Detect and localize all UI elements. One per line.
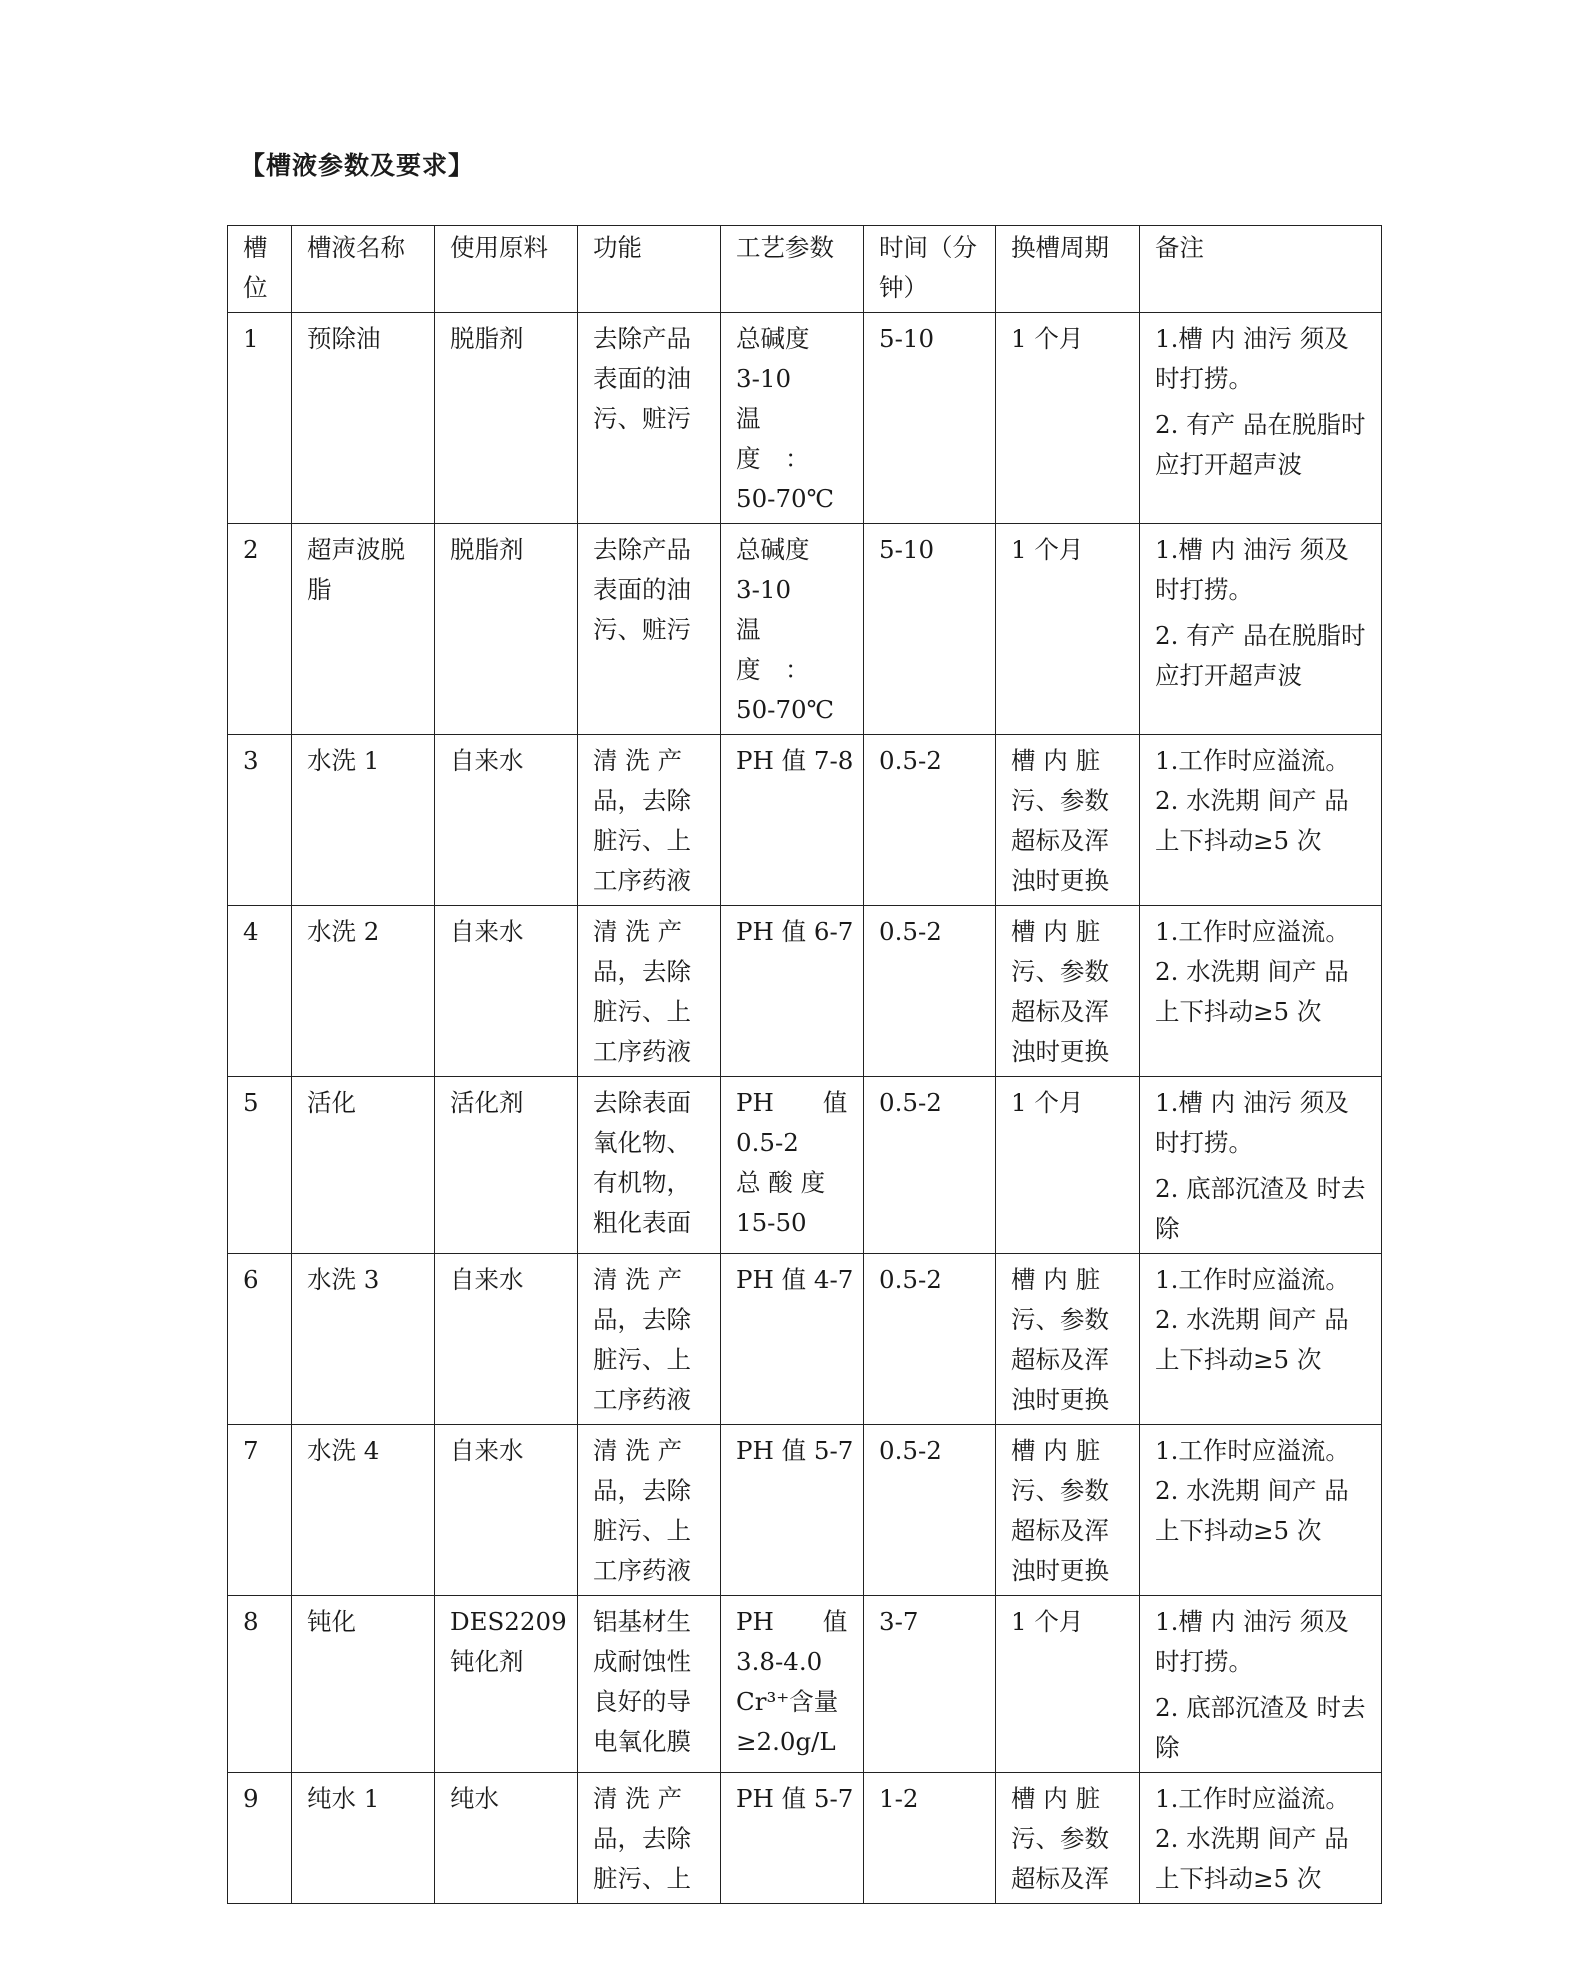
cell-bath-name: 水洗 2 (292, 906, 435, 1077)
cell-process-params (721, 313, 864, 524)
cell-change-cycle: 1 个月 (996, 1077, 1140, 1254)
param-line: PH 值 6-7 (736, 917, 854, 946)
cell-change-cycle: 槽 内 脏污、参数超标及浑 (996, 1773, 1140, 1904)
note-line: 1.槽 内 油污 须及时打捞。 (1155, 1607, 1349, 1676)
cell-slot: 4 (228, 906, 292, 1077)
cell-process-params (721, 735, 864, 906)
cell-change-cycle: 槽 内 脏污、参数超标及浑浊时更换 (996, 1254, 1140, 1425)
cell-material: 纯水 (435, 1773, 578, 1904)
note-line: 2. 底部沉渣及 时去除 (1155, 1693, 1366, 1762)
cell-function: 清 洗 产品，去除脏污、上工序药液 (578, 1254, 721, 1425)
cell-process-params (721, 1596, 864, 1773)
table-row (228, 1254, 1382, 1425)
cell-process-params (721, 1077, 864, 1254)
param-line: 15-50 (736, 1208, 807, 1237)
table-row (228, 524, 1382, 735)
note-line: 1.槽 内 油污 须及时打捞。 (1155, 1088, 1349, 1157)
cell-function: 清 洗 产品，去除脏污、上工序药液 (578, 1425, 721, 1596)
note-line: 2. 有产 品在脱脂时应打开超声波 (1155, 621, 1366, 690)
cell-slot: 8 (228, 1596, 292, 1773)
cell-bath-name: 水洗 4 (292, 1425, 435, 1596)
param-line: 温 度 ： (736, 404, 810, 473)
param-line: 总碱度 (736, 535, 810, 564)
cell-bath-name: 钝化 (292, 1596, 435, 1773)
cell-function: 去除产品表面的油污、赃污 (578, 524, 721, 735)
param-line: PH 值 (736, 1607, 848, 1636)
param-line: ≥2.0g/L (736, 1727, 836, 1756)
cell-process-params (721, 524, 864, 735)
cell-material: DES2209 钝化剂 (435, 1596, 578, 1773)
cell-remarks (1140, 906, 1382, 1077)
cell-function: 去除产品表面的油污、赃污 (578, 313, 721, 524)
header-slot: 槽位 (228, 226, 292, 313)
cell-material: 自来水 (435, 906, 578, 1077)
cell-time: 5-10 (864, 313, 996, 524)
cell-process-params (721, 1773, 864, 1904)
note-line: 1.工作时应溢流。 2. 水洗期 间产 品上下抖动≥5 次 (1155, 917, 1350, 1026)
cell-material: 脱脂剂 (435, 524, 578, 735)
param-line: 3.8-4.0 (736, 1647, 823, 1676)
cell-change-cycle: 1 个月 (996, 524, 1140, 735)
table-row (228, 1425, 1382, 1596)
cell-material: 自来水 (435, 1254, 578, 1425)
param-line: 总碱度 (736, 324, 810, 353)
cell-time: 0.5-2 (864, 1077, 996, 1254)
cell-bath-name: 超声波脱脂 (292, 524, 435, 735)
cell-function: 清 洗 产品，去除脏污、上工序药液 (578, 906, 721, 1077)
cell-slot: 6 (228, 1254, 292, 1425)
note-line: 2. 有产 品在脱脂时应打开超声波 (1155, 410, 1366, 479)
note-line: 1.槽 内 油污 须及时打捞。 (1155, 324, 1349, 393)
param-line: PH 值 4-7 (736, 1265, 854, 1294)
cell-slot: 3 (228, 735, 292, 906)
table-row (228, 735, 1382, 906)
page-title: 【槽液参数及要求】 (240, 151, 475, 180)
table-row (228, 906, 1382, 1077)
header-material: 使用原料 (435, 226, 578, 313)
header-remarks: 备注 (1140, 226, 1382, 313)
param-line: 0.5-2 (736, 1128, 799, 1157)
cell-remarks (1140, 1773, 1382, 1904)
cell-function: 清 洗 产品，去除脏污、上 (578, 1773, 721, 1904)
cell-time: 0.5-2 (864, 1254, 996, 1425)
param-line: 3-10 (736, 575, 792, 604)
header-process-params: 工艺参数 (721, 226, 864, 313)
table-header-row (228, 226, 1382, 313)
cell-remarks (1140, 735, 1382, 906)
param-line: 3-10 (736, 364, 792, 393)
cell-remarks (1140, 1077, 1382, 1254)
note-line: 1.工作时应溢流。 2. 水洗期 间产 品上下抖动≥5 次 (1155, 746, 1350, 855)
cell-remarks (1140, 1254, 1382, 1425)
cell-time: 3-7 (864, 1596, 996, 1773)
cell-slot: 7 (228, 1425, 292, 1596)
param-line: 总 酸 度 (736, 1168, 826, 1197)
note-line: 1.槽 内 油污 须及时打捞。 (1155, 535, 1349, 604)
note-line: 1.工作时应溢流。 2. 水洗期 间产 品上下抖动≥5 次 (1155, 1436, 1350, 1545)
cell-material: 自来水 (435, 1425, 578, 1596)
header-time: 时间（分钟） (864, 226, 996, 313)
cell-bath-name: 活化 (292, 1077, 435, 1254)
cell-function: 铝基材生成耐蚀性良好的导电氧化膜 (578, 1596, 721, 1773)
cell-bath-name: 水洗 3 (292, 1254, 435, 1425)
cell-slot: 9 (228, 1773, 292, 1904)
cell-time: 5-10 (864, 524, 996, 735)
cell-time: 0.5-2 (864, 735, 996, 906)
note-line: 2. 底部沉渣及 时去除 (1155, 1174, 1366, 1243)
cell-time: 1-2 (864, 1773, 996, 1904)
note-line: 1.工作时应溢流。 2. 水洗期 间产 品上下抖动≥5 次 (1155, 1265, 1350, 1374)
note-line: 1.工作时应溢流。 2. 水洗期 间产 品上下抖动≥5 次 (1155, 1784, 1350, 1893)
cell-change-cycle: 槽 内 脏污、参数超标及浑浊时更换 (996, 906, 1140, 1077)
param-line: 50-70℃ (736, 484, 835, 513)
cell-process-params (721, 1254, 864, 1425)
cell-remarks (1140, 313, 1382, 524)
cell-material: 脱脂剂 (435, 313, 578, 524)
cell-time: 0.5-2 (864, 906, 996, 1077)
param-line: PH 值 7-8 (736, 746, 854, 775)
cell-slot: 1 (228, 313, 292, 524)
cell-remarks (1140, 1425, 1382, 1596)
param-line: Cr³⁺含量 (736, 1687, 839, 1716)
cell-bath-name: 预除油 (292, 313, 435, 524)
cell-function: 清 洗 产品，去除脏污、上工序药液 (578, 735, 721, 906)
param-line: 50-70℃ (736, 695, 835, 724)
cell-remarks (1140, 524, 1382, 735)
cell-change-cycle: 1 个月 (996, 1596, 1140, 1773)
cell-change-cycle: 槽 内 脏污、参数超标及浑浊时更换 (996, 735, 1140, 906)
cell-time: 0.5-2 (864, 1425, 996, 1596)
header-change-cycle: 换槽周期 (996, 226, 1140, 313)
table-row (228, 1077, 1382, 1254)
cell-material: 活化剂 (435, 1077, 578, 1254)
header-bath-name: 槽液名称 (292, 226, 435, 313)
table-row (228, 1773, 1382, 1904)
cell-function: 去除表面氧化物、有机物，粗化表面 (578, 1077, 721, 1254)
table-row (228, 313, 1382, 524)
cell-slot: 2 (228, 524, 292, 735)
param-line: PH 值 5-7 (736, 1436, 854, 1465)
cell-bath-name: 纯水 1 (292, 1773, 435, 1904)
cell-process-params (721, 1425, 864, 1596)
table-row (228, 1596, 1382, 1773)
cell-bath-name: 水洗 1 (292, 735, 435, 906)
param-line: PH 值 5-7 (736, 1784, 854, 1813)
cell-remarks (1140, 1596, 1382, 1773)
cell-slot: 5 (228, 1077, 292, 1254)
param-line: 温 度 ： (736, 615, 810, 684)
param-line: PH 值 (736, 1088, 848, 1117)
cell-process-params (721, 906, 864, 1077)
header-function: 功能 (578, 226, 721, 313)
cell-change-cycle: 1 个月 (996, 313, 1140, 524)
bath-parameters-table (227, 225, 1382, 1904)
cell-material: 自来水 (435, 735, 578, 906)
cell-change-cycle: 槽 内 脏污、参数超标及浑浊时更换 (996, 1425, 1140, 1596)
